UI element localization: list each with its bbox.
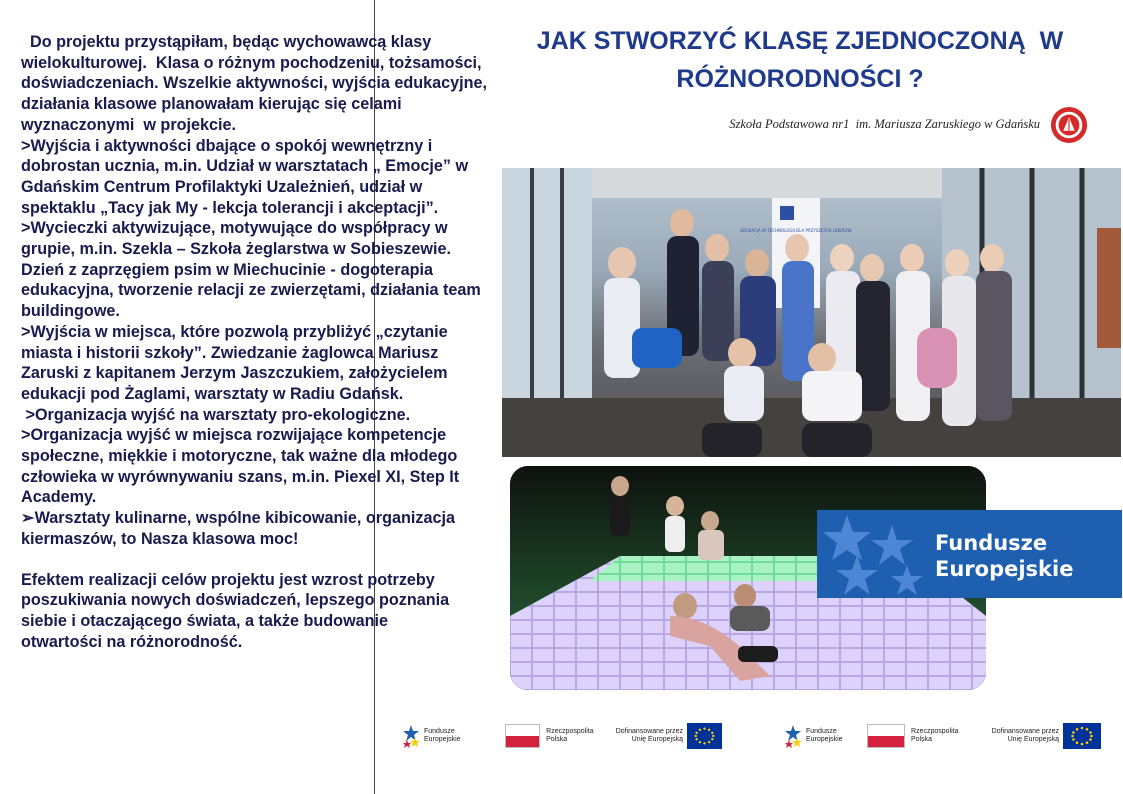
fe-logo	[402, 723, 469, 749]
rp-logo-line-2: Polska	[911, 736, 933, 743]
eu-logo-line-1: Dofinansowane przez	[991, 728, 1059, 735]
school-name: Szkoła Podstawowa nr1 im. Mariusza Zaruskiego w Gdańsku	[729, 117, 1040, 131]
paragraph-competences: >Organizacja wyjść w miejsca rozwijające kompetencje społeczne, miękkie i motoryczne, tak ważne dla młodego człowieka w wyrównywaniu szans, m.in. Piexel XI, Step It Academy.	[21, 426, 460, 507]
poland-flag-icon	[867, 724, 905, 748]
paragraph-trips: >Wycieczki aktywizujące, motywujące do współpracy w grupie, m.in. Szekla – Szkoła żeglarstwa w Sobieszewie. Dzień z zaprzęgiem psim w Miechucinie - dogoterapia edukacyjna, tworzenie relacji ze zwierzętami, działania team buildingowe.	[21, 219, 481, 321]
fe-logo-line-2: Europejskie	[424, 736, 461, 743]
fe-logo	[784, 723, 851, 749]
banner-line-1: Fundusze	[935, 531, 1048, 555]
poland-flag-icon	[505, 724, 540, 748]
fe-stars-icon	[784, 723, 802, 749]
eu-flag-icon	[1063, 723, 1101, 749]
project-description	[21, 32, 496, 652]
paragraph-wellbeing: >Wyjścia i aktywności dbające o spokój wewnętrzny i dobrostan ucznia, m.in. Udział w warsztatach „ Emocje” w Gdańskim Centrum Profilaktyki Uzależnień, udział w spektaklu „Tacy jak My - lekcja tolerancji i akceptacji”.	[21, 136, 469, 217]
eu-logo-line-2: Unię Europejską	[1007, 736, 1059, 743]
school-emblem-icon	[1050, 106, 1088, 144]
rollup-banner-text: EDUKACJA W TECHNOLOGII DLA PRZYSZŁYCH LIDERÓW	[740, 228, 852, 233]
group-photo-image	[502, 168, 1121, 457]
rp-logo-line-1: Rzeczpospolita	[911, 728, 959, 735]
footer-logos-left	[402, 720, 722, 752]
eu-flag-icon	[687, 723, 722, 749]
paragraph-intro: Do projektu przystąpiłam, będąc wychowawcą klasy wielokulturowej. Klasa o różnym pochodzeniu, tożsamości, doświadczeniach. Wszelkie aktywności, wyjścia edukacyjne, działania klasowe planowałam kierując się celami wyznaczonymi w projekcie.	[21, 33, 492, 134]
title-line-2: RÓŻNORODNOŚCI ?	[676, 65, 924, 93]
banner-line-2: Europejskie	[935, 557, 1074, 581]
page-title	[505, 22, 1095, 98]
eu-logo-line-1: Dofinansowane przez	[615, 728, 684, 735]
paragraph-conclusion: Efektem realizacji celów projektu jest wzrost potrzeby poszukiwania nowych doświadczeń, lepszego poznania siebie i otaczającego świata, a także budowanie otwartości na różnorodność.	[21, 570, 450, 651]
paragraph-city-history: >Wyjścia w miejsca, które pozwolą przybliżyć „czytanie miasta i historii szkoły”. Zwiedzanie żaglowca Mariusz Zaruski z kapitanem Jerzym Jaszczukiem, założycielem edukacji pod Żaglami, warsztaty w Radiu Gdańsk.	[21, 322, 448, 403]
group-photo	[502, 168, 1121, 457]
paragraph-eco: >Organizacja wyjść na warsztaty pro-ekologiczne.	[21, 405, 411, 424]
paragraph-workshops: ➢Warsztaty kulinarne, wspólne kibicowanie, organizacja kiermaszów, to Nasza klasowa moc!	[21, 509, 455, 548]
eu-logo-line-2: Unię Europejską	[631, 736, 684, 743]
fundusze-europejskie-text	[935, 530, 1073, 582]
fe-logo-line-1: Fundusze	[424, 728, 455, 735]
rp-logo-line-2: Polska	[546, 736, 568, 743]
rp-logo-line-1: Rzeczpospolita	[546, 728, 594, 735]
fe-logo-line-2: Europejskie	[806, 736, 843, 743]
eu-stars-pattern-icon	[817, 510, 937, 598]
fe-logo-line-1: Fundusze	[806, 728, 837, 735]
fe-stars-icon	[402, 723, 420, 749]
title-line-1: JAK STWORZYĆ KLASĘ ZJEDNOCZONĄ W	[536, 27, 1064, 55]
footer-logos-right	[784, 720, 1104, 752]
